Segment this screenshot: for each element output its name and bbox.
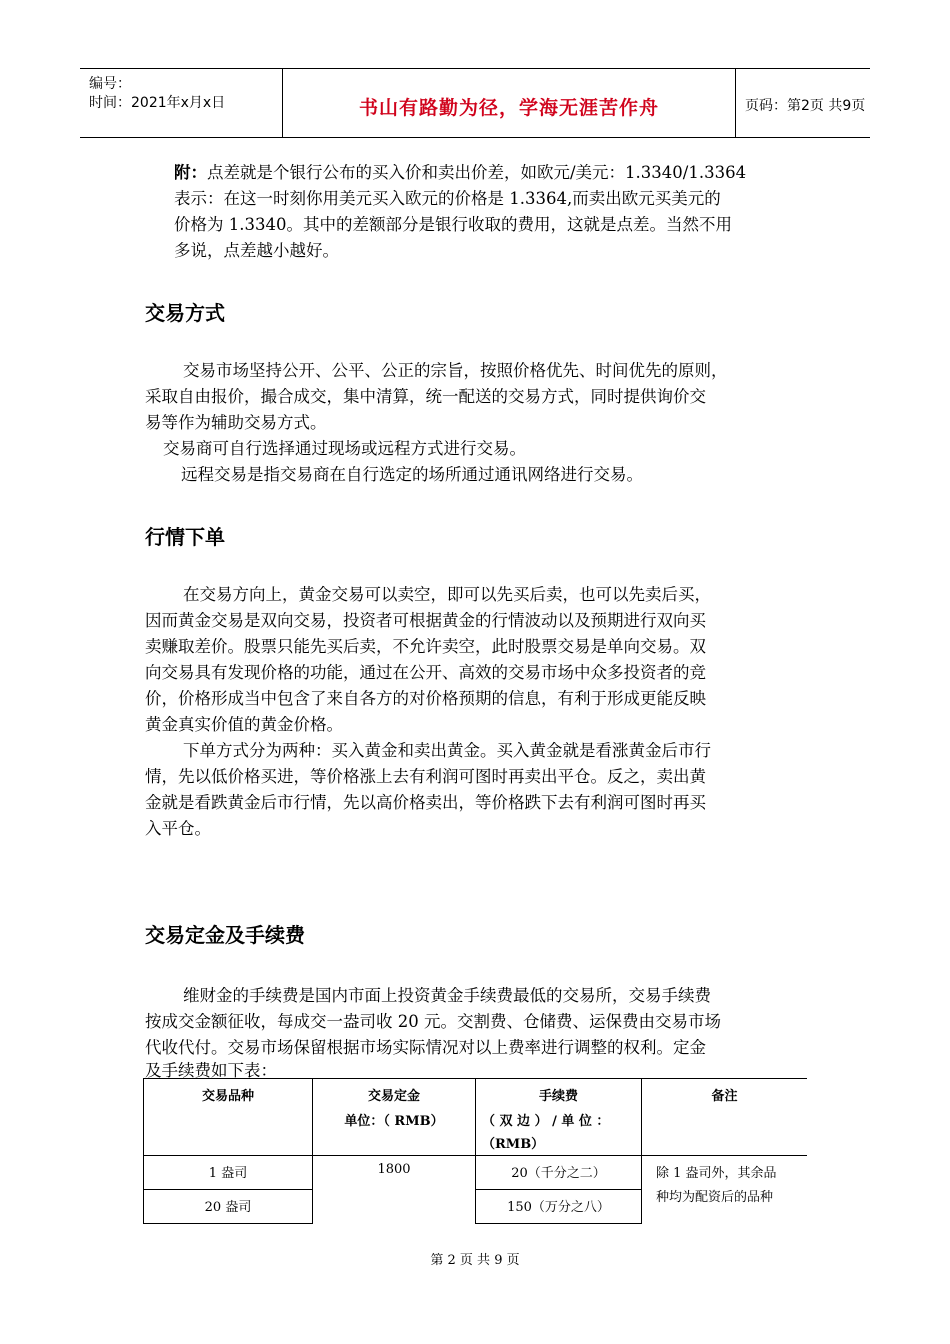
page-label: 页码：第2页 共9页 — [745, 98, 866, 114]
note-line-2: 表示：在这一时刻你用美元买入欧元的价格是 1.3364,而卖出欧元买美元的 — [174, 189, 721, 208]
order-p1-line6: 黄金真实价值的黄金价格。 — [145, 715, 343, 734]
cell-variety-text: 1 盎司 — [208, 1166, 248, 1181]
cell-deposit-text: 1800 — [377, 1162, 411, 1177]
cell-variety — [144, 1156, 313, 1190]
note-text-1: 点差就是个银行公布的买入价和卖出价差，如欧元/美元：1.3340/1.3364 — [207, 163, 747, 182]
header-motto-cell — [282, 69, 736, 137]
header-fee-line2: （ 双 边 ） / 单 位 ： — [482, 1114, 610, 1129]
time-label: 时间：2021年x月x日 — [89, 95, 226, 111]
order-p2-line2: 情，先以低价格买进，等价格涨上去有利润可图时再卖出平仓。反之，卖出黄 — [145, 767, 706, 786]
order-p2-line4: 入平仓。 — [145, 819, 211, 838]
fee-table — [143, 1078, 807, 1224]
cell-fee — [476, 1190, 642, 1224]
order-p2-line3: 金就是看跌黄金后市行情，先以高价格卖出，等价格跌下去有利润可图时再买 — [145, 793, 706, 812]
order-p1-line4: 向交易具有发现价格的功能，通过在公开、高效的交易市场中众多投资者的竞 — [145, 663, 706, 682]
cell-remark-text — [642, 1156, 807, 1210]
header-fee-line1: 手续费 — [538, 1089, 578, 1104]
order-p1-line2: 因而黄金交易是双向交易，投资者可根据黄金的行情波动以及预期进行双向买 — [145, 611, 706, 630]
header-deposit-line1: 交易定金 — [367, 1089, 420, 1104]
table-row — [144, 1156, 808, 1190]
fee-p1-line1: 维财金的手续费是国内市面上投资黄金手续费最低的交易所，交易手续费 — [183, 986, 711, 1005]
header-remark — [642, 1079, 808, 1156]
motto: 书山有路勤为径，学海无涯苦作舟 — [358, 97, 659, 119]
cell-remark — [642, 1156, 808, 1224]
header-variety — [144, 1079, 313, 1156]
header-fee — [476, 1079, 642, 1156]
fee-table-header-row — [144, 1079, 808, 1156]
order-p2-line1: 下单方式分为两种：买入黄金和卖出黄金。买入黄金就是看涨黄金后市行 — [183, 741, 711, 760]
heading-fee: 交易定金及手续费 — [145, 923, 305, 947]
header-page-cell — [735, 69, 870, 137]
trade-mode-p3: 远程交易是指交易商在自行选定的场所通过通讯网络进行交易。 — [181, 465, 643, 484]
header-remark-text: 备注 — [711, 1089, 738, 1104]
note-line-4: 多说，点差越小越好。 — [174, 241, 339, 260]
order-p1-line5: 价，价格形成当中包含了来自各方的对价格预期的信息，有利于形成更能反映 — [145, 689, 706, 708]
trade-mode-p1-line1: 交易市场坚持公开、公平、公正的宗旨，按照价格优先、时间优先的原则， — [183, 361, 728, 380]
cell-variety-text: 20 盎司 — [204, 1200, 252, 1215]
cell-fee-text: 150（万分之八） — [507, 1200, 610, 1215]
trade-mode-p1-line2: 采取自由报价，撮合成交，集中清算，统一配送的交易方式，同时提供询价交 — [145, 387, 706, 406]
cell-deposit — [313, 1156, 476, 1224]
heading-order: 行情下单 — [145, 525, 225, 549]
cell-fee — [476, 1156, 642, 1190]
header-deposit-line2: 单位：（ RMB） — [344, 1114, 444, 1129]
remark-line-2: 种均为配资后的品种 — [656, 1190, 774, 1205]
note-label: 附： — [174, 163, 207, 182]
cell-fee-text: 20（千分之二） — [511, 1166, 606, 1181]
note-line-3: 价格为 1.3340。其中的差额部分是银行收取的费用，这就是点差。当然不用 — [174, 215, 732, 234]
page-footer: 第 2 页 共 9 页 — [430, 1253, 520, 1268]
document-header — [80, 68, 870, 138]
trade-mode-p2: 交易商可自行选择通过现场或远程方式进行交易。 — [163, 439, 526, 458]
header-deposit — [313, 1079, 476, 1156]
order-p1-line1: 在交易方向上，黄金交易可以卖空，即可以先买后卖，也可以先卖后买， — [183, 585, 711, 604]
header-meta-cell — [80, 69, 282, 137]
cell-variety — [144, 1190, 313, 1224]
order-p1-line3: 卖赚取差价。股票只能先买后卖，不允许卖空，此时股票交易是单向交易。双 — [145, 637, 706, 656]
note-line-1 — [174, 160, 746, 186]
remark-line-1: 除 1 盎司外，其余品 — [656, 1166, 777, 1181]
number-label: 编号： — [89, 76, 131, 92]
trade-mode-p1-line3: 易等作为辅助交易方式。 — [145, 413, 327, 432]
fee-p1-line2: 按成交金额征收，每成交一盎司收 20 元。交割费、仓储费、运保费由交易市场 — [145, 1012, 721, 1031]
header-fee-line3: （RMB） — [482, 1137, 545, 1152]
heading-trade-mode: 交易方式 — [145, 301, 225, 325]
fee-p1-line3: 代收代付。交易市场保留根据市场实际情况对以上费率进行调整的权利。定金 — [145, 1038, 706, 1057]
header-variety-text: 交易品种 — [201, 1089, 254, 1104]
fee-p1-line4: 及手续费如下表： — [145, 1061, 277, 1080]
